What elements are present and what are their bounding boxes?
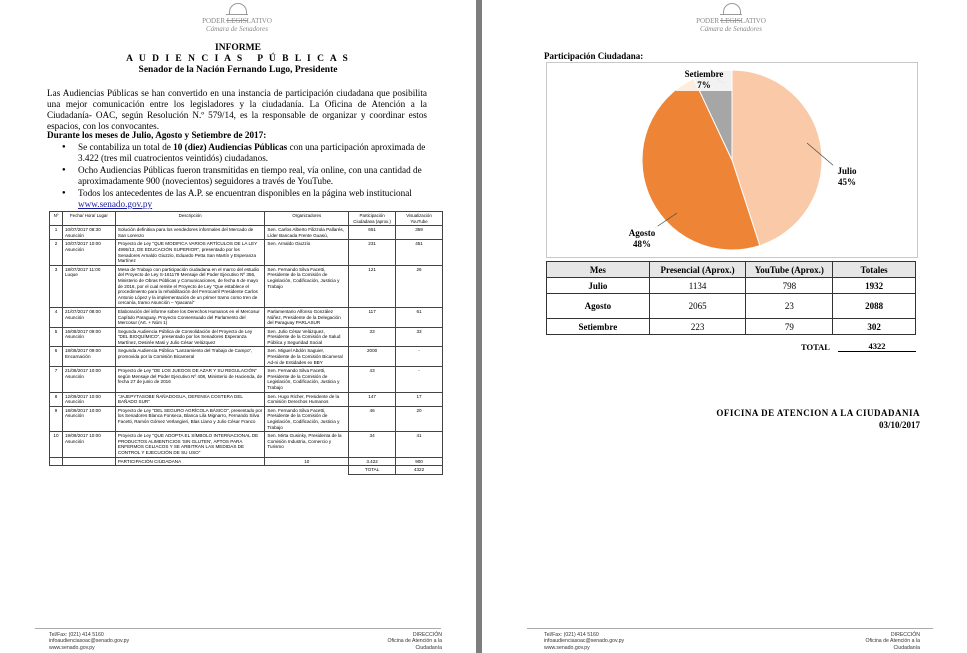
- grand-total-label: TOTAL: [801, 342, 830, 352]
- col-header-participation: Participación Ciudadana (aprox.): [349, 212, 396, 226]
- summary-youtube: 900: [396, 457, 443, 466]
- col-header-number: Nº: [50, 212, 63, 226]
- row-date: 18/07/2017 11:00 Luque: [62, 265, 115, 307]
- document-page-1: [0, 0, 476, 653]
- office-signature: OFICINA DE ATENCION A LA CIUDADANIA: [716, 408, 920, 418]
- footer-email: infoaudienciasoac@senado.gov.py: [544, 638, 625, 645]
- footer-dept-line1: DIRECCIÓN: [412, 632, 442, 638]
- table-row: [50, 226, 443, 240]
- slice-percent: 45%: [838, 177, 856, 187]
- footer-web: www.senado.gov.py: [544, 644, 590, 651]
- slice-label: Setiembre: [684, 69, 724, 79]
- slice-percent: 48%: [633, 239, 651, 249]
- footer-dept: [340, 632, 442, 651]
- row-description: Solución definitiva para los vendedores informales del Mercado de San Lorenzo: [115, 226, 265, 240]
- row-description: Segunda Audiencia Pública "Lanzamiento del Trabajo de Campo", promovida por la Comisión Bicameral: [115, 347, 265, 367]
- row-date: 21/08/2017 10:00 Asunción: [62, 367, 115, 392]
- row-date: 10/07/2017 08:30 Asunción: [62, 226, 115, 240]
- summary-participation: 3.422: [349, 457, 396, 466]
- row-organizers: Sen. Arnaldo Giuzzio: [265, 240, 349, 265]
- total-value: 4322: [396, 466, 443, 475]
- footer-phone: Tel/Fax: (021) 414 5160: [544, 632, 599, 638]
- row-number: 3: [50, 265, 63, 307]
- row-description: "JAJEPYTASOBE ÑAÑADOGUA, DEFENSA COSTERA DEL BAÑADO SUR": [115, 392, 265, 406]
- table-row: [50, 327, 443, 347]
- col-header-organizers: Organizadores: [265, 212, 349, 226]
- bullet-item: ● Se contabiliza un total de 10 (diez) Audiencias Públicas con una participación aproximada de 3.422 (tres mil cuatrocientos veintidós) ciudadanos.: [60, 142, 440, 164]
- row-date: 10/07/2017 10:00 Asunción: [62, 240, 115, 265]
- row-number: 2: [50, 240, 63, 265]
- row-participation: 34: [349, 432, 396, 457]
- in-person-cell: 2065: [649, 294, 746, 319]
- chart-title: Participación Ciudadana:: [544, 51, 644, 61]
- row-participation: 2000: [349, 347, 396, 367]
- row-participation: 43: [349, 367, 396, 392]
- table-header-row: [50, 212, 443, 226]
- table-row: [50, 265, 443, 307]
- table-header-row: [547, 262, 916, 278]
- row-participation: 231: [349, 240, 396, 265]
- total-row: [50, 466, 443, 475]
- footer-rule: [35, 628, 441, 629]
- row-description: Segunda Audiencia Pública de Consolidación del Proyecto de Ley "DEL BIOQUÍMICO", presentado por los Senadores Esperanza Martínez, Desirée Masi y Julio César Velázquez: [115, 327, 265, 347]
- row-youtube: 61: [396, 307, 443, 327]
- summary-bullets: [60, 142, 440, 211]
- row-date: 21/07/2017 08:00 Asunción: [62, 307, 115, 327]
- row-participation: 147: [349, 392, 396, 406]
- row-organizers: Sen. Miguel Abdón Saguier, Presidente de la Comisión Bicameral Ad-ni de Entidades ex BBY: [265, 347, 349, 367]
- footer-web: www.senado.gov.py: [49, 644, 95, 651]
- col-header-month: Mes: [547, 262, 650, 278]
- table-row: [50, 432, 443, 457]
- row-date: 12/09/2017 10:00 Asunción: [62, 392, 115, 406]
- youtube-cell: 23: [746, 294, 833, 319]
- row-youtube: 33: [396, 327, 443, 347]
- bullet-item: ● Ocho Audiencias Públicas fueron transmitidas en tiempo real, vía online, con una cantidad de aproximadamente 900 (novecientos) seguidores a través de YouTube.: [60, 165, 440, 187]
- total-cell: 2088: [833, 294, 916, 319]
- total-label: TOTAL: [349, 466, 396, 475]
- col-header-in-person: Presencial (Aprox.): [649, 262, 746, 278]
- total-cell: 1932: [833, 278, 916, 294]
- footer-contact: [544, 632, 624, 651]
- footer-dept-line2: Oficina de Atención a la: [387, 638, 442, 645]
- footer-rule: [527, 628, 933, 629]
- row-participation: 121: [349, 265, 396, 307]
- intro-paragraph: Las Audiencias Públicas se han convertido en una instancia de participación ciudadana que posibilita una mejor comunicación entre los legisladores y la ciudadanía. La Oficina de Atención a la Ciudadanía- OAC, según Resolución N.º 579/14, es la responsable de organizar y coordinar estos espacios, con los convocantes.: [47, 88, 427, 131]
- footer-dept-line1: DIRECCIÓN: [890, 632, 920, 638]
- row-number: 5: [50, 327, 63, 347]
- table-row: [50, 307, 443, 327]
- col-header-youtube: YouTube (Aprox.): [746, 262, 833, 278]
- table-row: [547, 278, 916, 294]
- row-description: Proyecto de Ley "QUE MODIFICA VARIOS ARTÍCULOS DE LA LEY 4995/13, DE EDUCACIÓN SUPERIOR", presentado por los Senadores Arnaldo Giuzzio, Eduardo Petta San Martín y Esperanza Martínez: [115, 240, 265, 265]
- footer-phone: Tel/Fax: (021) 414 5160: [49, 632, 104, 638]
- month-cell: Agosto: [547, 294, 650, 319]
- row-youtube: 20: [396, 406, 443, 431]
- footer-dept-line3: Ciudadanía: [415, 644, 442, 651]
- bullet-item: ● Todos los antecedentes de las A.P. se encuentran disponibles en la página web institucional www.senado.gov.py: [60, 188, 440, 210]
- table-row: [547, 319, 916, 335]
- row-number: 6: [50, 347, 63, 367]
- empty-cell: [62, 457, 115, 466]
- row-date: 16/08/2017 09:00 Asunción: [62, 327, 115, 347]
- row-number: 10: [50, 432, 63, 457]
- slice-label: Julio: [837, 166, 857, 176]
- total-cell: 302: [833, 319, 916, 335]
- table-row: [50, 367, 443, 392]
- website-link[interactable]: www.senado.gov.py: [78, 199, 153, 209]
- row-description: Mesa de Trabajo con participación ciudadana en el marco del estudio del Proyecto de Ley S-161179 Mensaje del Poder Ejecutivo Nº 356, Ministerio de Obras Públicas y Comunicaciones, de fecha 6 de mayo de 2016, por el cual remite el Proyecto de Ley "Que establece el procedimiento para la rehabilitación del Ferrocarril Presidente Carlos Antonio López y la implementación de un primer tramo como tren de cercanía, tramo Asunción – Ypacaraí": [115, 265, 265, 307]
- in-person-cell: 1134: [649, 278, 746, 294]
- footer-email: infoaudienciasoac@senado.gov.py: [49, 638, 130, 645]
- table-row: [50, 347, 443, 367]
- row-description: Proyecto de Ley "DEL SEGURO AGRÍCOLA BÁSICO", presentado por los Senadores Blanca Fonseca, Blanca Lila Mignarro, Fernando Silva Facetti, Ramón Gómez Verlangieri, Blas Llano y Julio César Franco: [115, 406, 265, 431]
- chamber-name: Cámara de Senadores: [206, 25, 268, 33]
- empty-cell: [50, 466, 349, 475]
- footer-dept-line3: Ciudadanía: [893, 644, 920, 651]
- institution-name: PODER LEGISLATIVO: [696, 17, 766, 25]
- row-organizers: Sen. Hugo Richer, Presidente de la Comisión Derechos Humanos: [265, 392, 349, 406]
- table-row: [50, 392, 443, 406]
- row-youtube: -: [396, 347, 443, 367]
- chamber-name: Cámara de Senadores: [700, 25, 762, 33]
- summary-label: PARTICIPACIÓN CIUDADANA: [115, 457, 265, 466]
- row-organizers: Sen. Fernando Silva Facetti, Presidente de la Comisión de Legislación, Codificación, Justicia y Trabajo: [265, 406, 349, 431]
- youtube-cell: 798: [746, 278, 833, 294]
- row-number: 4: [50, 307, 63, 327]
- header-institution: [671, 17, 791, 33]
- row-number: 7: [50, 367, 63, 392]
- report-subtitle: A U D I E N C I A S P Ú B L I C A S: [126, 54, 350, 64]
- row-participation: 651: [349, 226, 396, 240]
- row-youtube: 41: [396, 432, 443, 457]
- header-institution: [177, 17, 297, 33]
- row-number: 1: [50, 226, 63, 240]
- institution-name: PODER LEGISLATIVO: [202, 17, 272, 25]
- month-cell: Julio: [547, 278, 650, 294]
- participation-table: [546, 261, 916, 335]
- hearings-table: [49, 211, 443, 475]
- grand-total-value: 4322: [838, 341, 916, 352]
- col-header-totals: Totales: [833, 262, 916, 278]
- row-organizers: Sen. Julio César Velázquez, Presidente de la Comisión de Salud Pública y Seguridad Social: [265, 327, 349, 347]
- row-participation: 33: [349, 327, 396, 347]
- row-number: 8: [50, 392, 63, 406]
- row-description: Elaboración del informe sobre los Derechos Humanos en el Mercosur Capítulo Paraguay. Proyecto Consensuado del Parlamento del Mercosur (Art. + Núm 1): [115, 307, 265, 327]
- report-title: INFORME: [215, 43, 261, 53]
- footer-dept: [818, 632, 920, 651]
- row-participation: 117: [349, 307, 396, 327]
- table-row: [50, 406, 443, 431]
- row-organizers: Sen. Fernando Silva Facetti, Presidente de la Comisión de Legislación, Codificación, Justicia y Trabajo: [265, 367, 349, 392]
- row-organizers: Parlamentario Alfonso González Núñez, Presidente de la Delegación del Paraguay PARLASUR: [265, 307, 349, 327]
- row-date: 19/09/2017 10:00 Asunción: [62, 432, 115, 457]
- row-date: 18/09/2017 10:00 Asunción: [62, 406, 115, 431]
- slice-percent: 7%: [697, 80, 711, 90]
- row-description: Proyecto de Ley "QUE ADOPTA EL SÍMBOLO INTERNACIONAL DE PRODUCTOS ALIMENTICIOS 'SIN GLUTEN', APTOS PARA ENFERMOS CELIACOS Y SE ARBITRAN LAS MEDIDAS DE CONTROL Y EJECUCIÓN DE SU USO": [115, 432, 265, 457]
- col-header-date: Fecha/ Hora/ Lugar: [62, 212, 115, 226]
- period-heading: Durante los meses de Julio, Agosto y Setiembre de 2017:: [47, 130, 267, 140]
- col-header-youtube: Visualización YouTube: [396, 212, 443, 226]
- table-row: [50, 240, 443, 265]
- row-youtube: 26: [396, 265, 443, 307]
- pie-chart-frame: [546, 62, 918, 258]
- in-person-cell: 223: [649, 319, 746, 335]
- summary-count: 10: [265, 457, 349, 466]
- month-cell: Setiembre: [547, 319, 650, 335]
- table-row: [547, 294, 916, 319]
- report-author: Senador de la Nación Fernando Lugo, Presidente: [138, 65, 338, 75]
- row-organizers: Sen. Mirta Gusinky, Presidenta de la Comisión Industria, Comercio y Turismo: [265, 432, 349, 457]
- footer-dept-line2: Oficina de Atención a la: [865, 638, 920, 645]
- signature-date: 03/10/2017: [878, 420, 920, 430]
- row-participation: 46: [349, 406, 396, 431]
- row-number: 9: [50, 406, 63, 431]
- row-date: 18/08/2017 09:00 Encarnación: [62, 347, 115, 367]
- row-organizers: Sen. Carlos Alberto Filizzola Pallarés, Líder Bancada Frente Guasú,: [265, 226, 349, 240]
- footer-contact: [49, 632, 129, 651]
- youtube-cell: 79: [746, 319, 833, 335]
- pie-chart: [547, 63, 917, 257]
- row-description: Proyecto de Ley "DE LOS JUEGOS DE AZAR Y SU REGULACIÓN" según Mensaje del Poder Ejecutivo Nº 408, Ministerio de Hacienda, de fecha 27 de junio de 2016: [115, 367, 265, 392]
- row-youtube: 17: [396, 392, 443, 406]
- row-youtube: 359: [396, 226, 443, 240]
- slice-label: Agosto: [628, 228, 656, 238]
- summary-row: [50, 457, 443, 466]
- col-header-description: Descripción: [115, 212, 265, 226]
- row-youtube: 451: [396, 240, 443, 265]
- row-organizers: Sen. Fernando Silva Facetti, Presidente de la Comisión de Legislación, Codificación, Justicia y Trabajo: [265, 265, 349, 307]
- row-youtube: -: [396, 367, 443, 392]
- empty-cell: [50, 457, 63, 466]
